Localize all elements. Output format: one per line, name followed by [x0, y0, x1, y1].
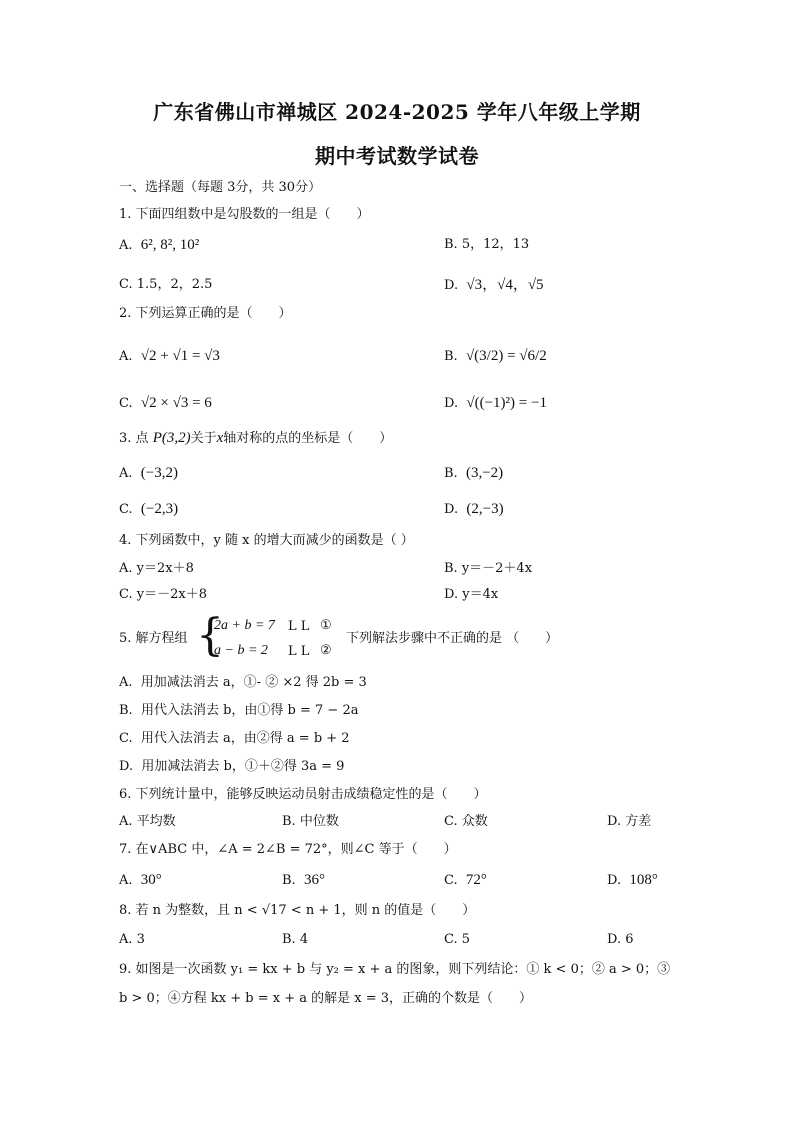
q5-option-d-label: D.: [119, 759, 134, 774]
q5-equation-2: a − b = 2: [214, 643, 268, 658]
q4-option-d: D. y＝4x: [444, 587, 499, 602]
question-6-stem: 6. 下列统计量中，能够反映运动员射击成绩稳定性的是（ ）: [119, 787, 487, 802]
q3-option-c-label: C.: [119, 502, 133, 517]
q3-stem-prefix: 3. 点: [119, 431, 149, 446]
q7-option-d-label: D.: [607, 873, 622, 888]
q3-option-c-math: (−2,3): [140, 501, 179, 517]
question-8-stem: 8. 若 n 为整数，且 n < √17 < n + 1，则 n 的值是（ ）: [119, 903, 476, 918]
q2-option-d-math: √((−1)²) = −1: [466, 395, 547, 411]
q7-option-b: [282, 872, 325, 889]
question-2-stem: 2. 下列运算正确的是（ ）: [119, 306, 292, 321]
question-9-line-1: 9. 如图是一次函数 y₁ = kx + b 与 y₂ = x + a 的图象，则下列结论：① k < 0；② a > 0；③: [119, 962, 671, 977]
q5-option-c-text: 用代入法消去 a，由②得 a = b + 2: [140, 731, 350, 746]
q1-option-d: [444, 277, 544, 294]
q2-option-a-label: A.: [119, 349, 133, 364]
q6-option-a: A. 平均数: [119, 814, 176, 829]
exam-title-line2: 期中考试数学试卷: [315, 144, 479, 168]
q1-option-d-label: D.: [444, 278, 459, 293]
q6-option-d: D. 方差: [607, 814, 652, 829]
q2-option-c-label: C.: [119, 396, 133, 411]
q7-option-d: [607, 872, 658, 889]
q8-option-a: A. 3: [119, 932, 145, 947]
question-5-prefix: 5. 解方程组: [119, 631, 188, 646]
q7-option-b-label: B.: [282, 873, 296, 888]
section-heading: 一、选择题（每题 3分，共 30分）: [119, 180, 322, 195]
q6-option-b: B. 中位数: [282, 814, 339, 829]
q2-option-c: [119, 395, 212, 412]
question-5-suffix: 下列解法步骤中不正确的是 （ ）: [346, 631, 559, 646]
q5-equation-1-mark: ①: [320, 618, 332, 633]
q5-option-b-text: 用代入法消去 b，由①得 b = 7 − 2a: [140, 703, 359, 718]
q3-option-b-label: B.: [444, 466, 458, 481]
q5-option-d-text: 用加减法消去 b，①＋②得 3a = 9: [141, 759, 345, 774]
q1-option-c-label: C.: [119, 277, 133, 292]
q3-point: P(3,2): [152, 430, 191, 446]
q5-equation-1-dots: L L: [288, 619, 310, 634]
exam-title-line1: 广东省佛山市禅城区 2024-2025 学年八年级上学期: [153, 100, 641, 124]
q3-stem-suffix: 轴对称的点的坐标是（ ）: [223, 431, 393, 446]
q2-option-c-math: √2 × √3 = 6: [140, 395, 212, 411]
q4-option-b: B. y＝－2＋4x: [444, 561, 533, 576]
q7-option-a-label: A.: [119, 873, 133, 888]
q3-option-d-label: D.: [444, 502, 459, 517]
q5-equation-2-dots: L L: [288, 644, 310, 659]
q3-option-b: [444, 465, 503, 482]
q5-option-a-label: A.: [119, 675, 133, 690]
q5-equation-1: 2a + b = 7: [214, 618, 275, 633]
q8-option-b: B. 4: [282, 932, 309, 947]
q4-option-a: A. y＝2x＋8: [119, 561, 194, 576]
q3-option-d: [444, 501, 504, 518]
q3-option-c: [119, 501, 178, 518]
q5-option-c-label: C.: [119, 731, 133, 746]
question-7-stem: 7. 在∨ABC 中，∠A = 2∠B = 72°，则∠C 等于（ ）: [119, 842, 457, 857]
q1-option-a: [119, 237, 199, 254]
q7-option-c: [444, 872, 487, 889]
q8-option-d: D. 6: [607, 932, 634, 947]
q3-stem-mid: 关于: [190, 431, 217, 446]
q6-option-c: C. 众数: [444, 814, 488, 829]
q7-option-a-math: 30°: [140, 872, 162, 888]
q3-option-a-label: A.: [119, 466, 133, 481]
q7-option-b-math: 36°: [303, 872, 325, 888]
q3-option-a: [119, 465, 178, 482]
q1-option-d-math: √3，√4，√5: [466, 277, 544, 293]
q5-option-a-text: 用加减法消去 a，①- ② ×2 得 2b = 3: [140, 675, 367, 690]
q1-option-c: [119, 277, 212, 293]
q3-option-b-math: (3,−2): [465, 465, 504, 481]
q1-option-a-label: A.: [119, 238, 133, 253]
q3-option-d-math: (2,−3): [466, 501, 504, 517]
question-1-stem: 1. 下面四组数中是勾股数的一组是（ ）: [119, 207, 370, 222]
q7-option-a: [119, 872, 162, 889]
q1-option-a-math: 6², 8², 10²: [140, 237, 200, 253]
q5-equation-2-mark: ②: [320, 643, 332, 658]
q2-option-b-math: √(3/2) = √6/2: [465, 348, 547, 364]
q7-option-d-math: 108°: [629, 872, 658, 888]
q2-option-a-math: √2 + √1 = √3: [140, 348, 220, 364]
q7-option-c-math: 72°: [465, 872, 487, 888]
q1-option-c-text: 1.5，2，2.5: [136, 277, 213, 292]
q5-option-d: [119, 759, 344, 775]
question-4-stem: 4. 下列函数中，y 随 x 的增大而减少的函数是（ ）: [119, 533, 414, 548]
q2-option-a: [119, 348, 220, 365]
q3-axis-var: x: [216, 430, 224, 446]
q2-option-d-label: D.: [444, 396, 459, 411]
q7-option-c-label: C.: [444, 873, 458, 888]
q1-option-b-label: B.: [444, 237, 458, 252]
q1-option-b: [444, 237, 529, 253]
q5-option-b-label: B.: [119, 703, 133, 718]
q5-option-c: [119, 731, 350, 747]
q2-option-b: [444, 348, 547, 365]
q2-option-b-label: B.: [444, 349, 458, 364]
question-9-line-2: b > 0；④方程 kx + b = x + a 的解是 x = 3，正确的个数是（ ）: [119, 991, 532, 1006]
q2-option-d: [444, 395, 547, 412]
q5-option-b: [119, 703, 358, 719]
question-3-stem: [119, 430, 392, 447]
q4-option-c: C. y＝－2x＋8: [119, 587, 207, 602]
q5-option-a: [119, 675, 367, 691]
q1-option-b-text: 5，12，13: [461, 237, 530, 252]
q8-option-c: C. 5: [444, 932, 471, 947]
q5-system-brace: {: [196, 610, 224, 661]
q3-option-a-math: (−3,2): [140, 465, 178, 481]
